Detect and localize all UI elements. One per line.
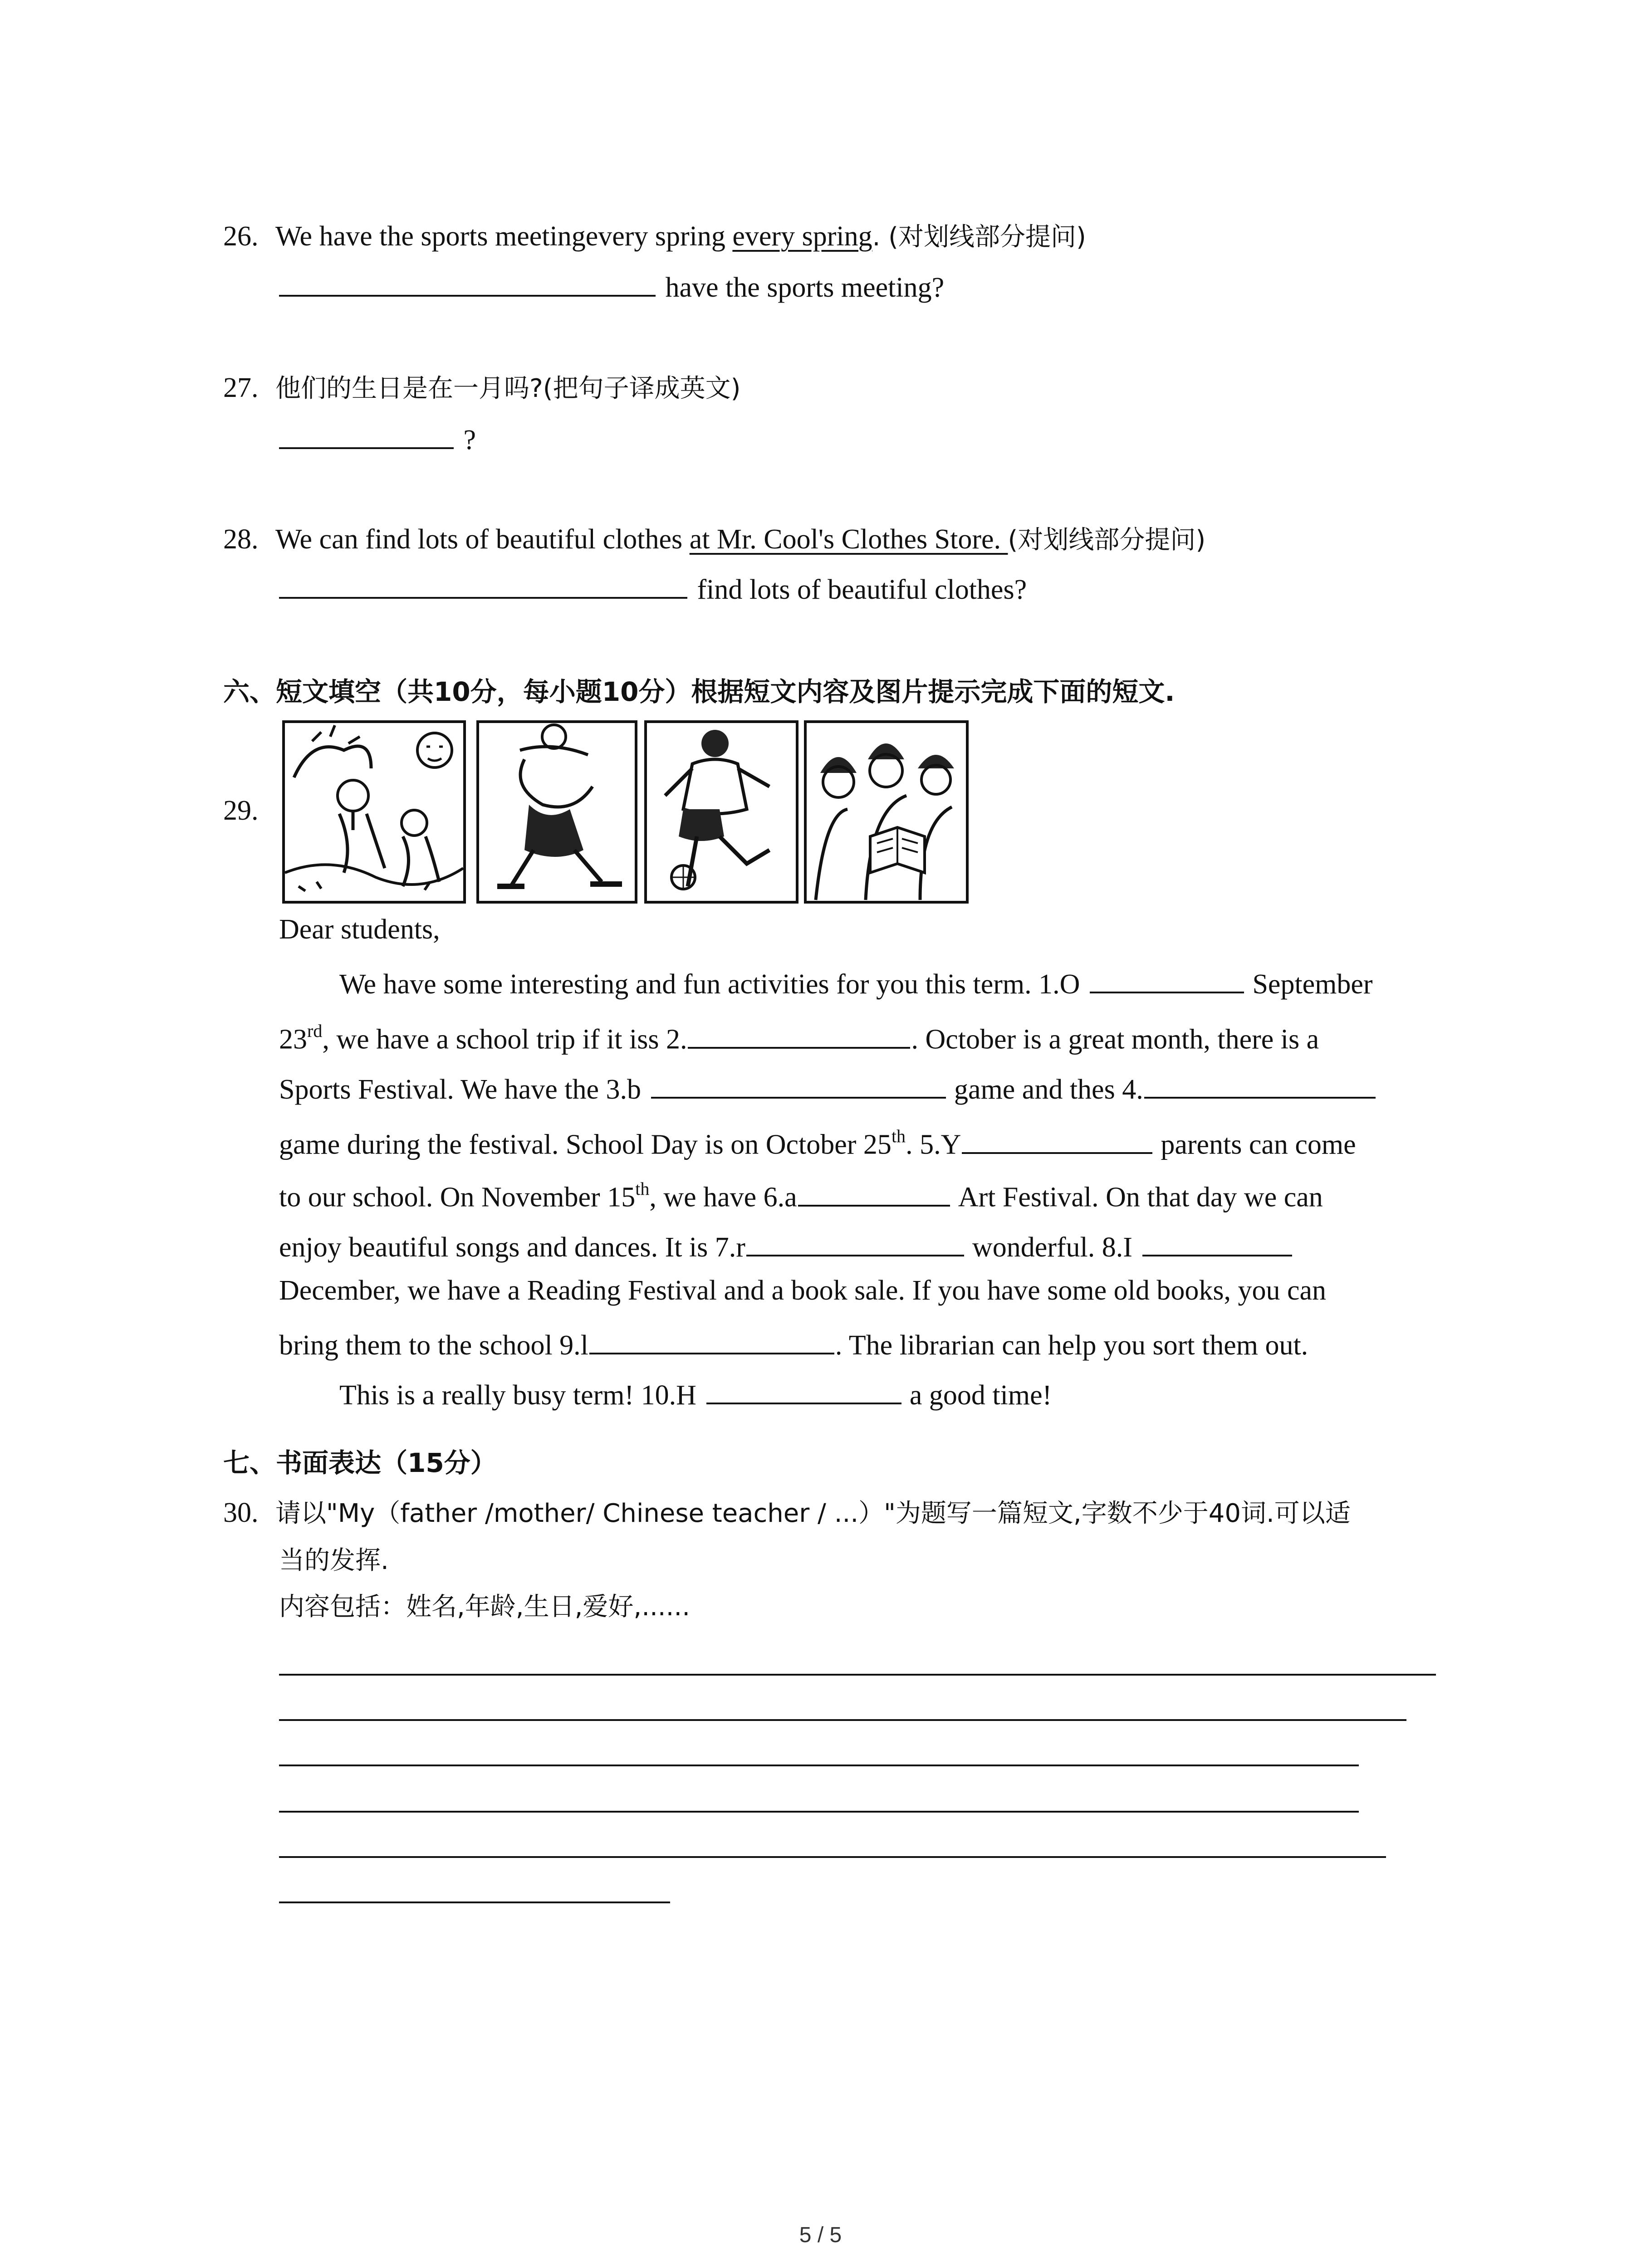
basketball-player-picture: [476, 720, 637, 904]
question-27-answer-line: [279, 421, 476, 456]
letter-greeting: Dear students,: [279, 914, 440, 945]
letter-line-8: [279, 1326, 1308, 1359]
question-30-line3: 内容包括：姓名,年龄,生日,爱好,......: [279, 1592, 691, 1622]
letter-line-9: [339, 1376, 1052, 1409]
question-28-line1: [223, 520, 1205, 556]
writing-line[interactable]: [279, 1901, 670, 1903]
letter-text: 23: [279, 1024, 307, 1055]
letter-line-2: [279, 1019, 1319, 1054]
letter-line-3: [279, 1070, 1376, 1104]
letter-line-7: December, we have a Reading Festival and a book sale. If you have some old books, you can: [279, 1275, 1327, 1306]
letter-text: game and thes 4.: [954, 1074, 1143, 1105]
children-picnic-picture: [282, 720, 466, 904]
blank-9[interactable]: [589, 1326, 834, 1354]
letter-text: to our school. On November 15: [279, 1182, 636, 1213]
question-28-answer-line: [279, 571, 1027, 606]
blank-4[interactable]: [1144, 1070, 1376, 1099]
blank-2[interactable]: [688, 1021, 910, 1049]
blank-8[interactable]: [1142, 1228, 1292, 1256]
question-30-line2: 当的发挥.: [279, 1546, 389, 1575]
letter-text: . The librarian can help you sort them out.: [835, 1330, 1308, 1361]
letter-line-4: [279, 1124, 1356, 1159]
letter-text: September: [1252, 969, 1373, 1000]
blank-10[interactable]: [706, 1376, 901, 1404]
writing-line[interactable]: [279, 1674, 1436, 1676]
letter-text: enjoy beautiful songs and dances. It is 7.r: [279, 1232, 745, 1263]
question-text: 他们的生日是在一月吗?(把句子译成英文): [275, 374, 741, 403]
letter-line-5: [279, 1177, 1323, 1212]
letter-text: . 5.Y: [906, 1129, 961, 1160]
writing-line[interactable]: [279, 1811, 1359, 1813]
letter-text: game during the festival. School Day is on October 25: [279, 1129, 892, 1160]
question-text: 请以"My（father /mother/ Chinese teacher / ...）"为题写一篇短文,字数不少于40词.可以适: [275, 1499, 1351, 1528]
soccer-player-picture: [644, 720, 798, 904]
answer-blank[interactable]: [279, 571, 687, 599]
question-number: 28.: [223, 524, 259, 555]
students-reading-picture: [804, 720, 969, 904]
section-7-heading: 七、书面表达（15分）: [223, 1447, 497, 1478]
letter-text: bring them to the school 9.l: [279, 1330, 588, 1361]
question-text: We have the sports meetingevery spring: [275, 221, 733, 252]
question-26-line1: [223, 217, 1086, 253]
ordinal-suffix: rd: [307, 1021, 323, 1041]
question-number: 29.: [223, 795, 259, 826]
question-text: We can find lots of beautiful clothes: [275, 524, 690, 555]
letter-text: This is a really busy term! 10.H: [339, 1380, 696, 1411]
letter-text: Sports Festival. We have the 3.b: [279, 1074, 642, 1105]
writing-line[interactable]: [279, 1765, 1359, 1766]
question-number: 30.: [223, 1497, 259, 1528]
question-30-line1: [223, 1493, 1351, 1530]
answer-blank[interactable]: [279, 269, 656, 297]
question-26-answer-line: [279, 269, 944, 304]
question-27-line1: [223, 368, 740, 405]
blank-3[interactable]: [651, 1070, 946, 1099]
letter-text: Art Festival. On that day we can: [958, 1182, 1323, 1213]
ordinal-suffix: th: [891, 1126, 906, 1146]
question-number: 26.: [223, 221, 259, 252]
underlined-phrase: every spring: [732, 221, 872, 252]
question-text: have the sports meeting?: [665, 272, 945, 303]
underlined-phrase: at Mr. Cool's Clothes Store.: [689, 524, 1008, 555]
section-6-heading: 六、短文填空（共10分，每小题10分）根据短文内容及图片提示完成下面的短文.: [223, 676, 1175, 707]
letter-text: wonderful. 8.I: [972, 1232, 1132, 1263]
letter-text: We have some interesting and fun activities for you this term. 1.O: [339, 969, 1080, 1000]
instruction-text: (对划线部分提问): [1008, 525, 1206, 555]
letter-line-6: [279, 1228, 1295, 1261]
question-text: ?: [463, 425, 476, 455]
letter-text: a good time!: [909, 1380, 1052, 1411]
question-number: 27.: [223, 372, 259, 403]
blank-1[interactable]: [1090, 965, 1244, 993]
letter-text: . October is a great month, there is a: [911, 1024, 1319, 1055]
letter-text: , we have 6.a: [649, 1182, 797, 1213]
instruction-text: . (对划线部分提问): [872, 222, 1086, 252]
writing-line[interactable]: [279, 1856, 1386, 1858]
question-text: find lots of beautiful clothes?: [697, 574, 1027, 605]
blank-5[interactable]: [962, 1126, 1152, 1154]
blank-7[interactable]: [746, 1228, 964, 1256]
writing-line[interactable]: [279, 1719, 1406, 1721]
ordinal-suffix: th: [635, 1178, 650, 1199]
letter-text: parents can come: [1161, 1129, 1356, 1160]
answer-blank[interactable]: [279, 421, 454, 449]
letter-text: , we have a school trip if it iss 2.: [322, 1024, 687, 1055]
blank-6[interactable]: [798, 1178, 950, 1207]
letter-line-1: [339, 965, 1373, 998]
page-number: 5 / 5: [799, 2223, 842, 2247]
